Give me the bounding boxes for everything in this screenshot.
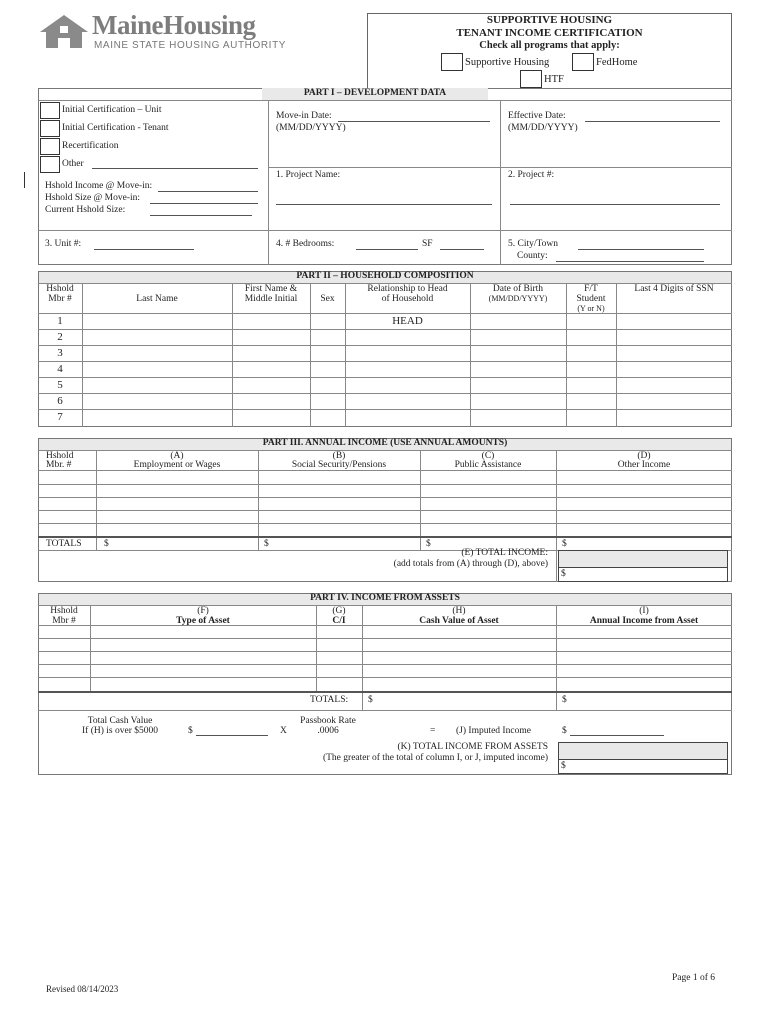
label-other: Other [62, 159, 84, 169]
p3-total-a[interactable]: $ [104, 539, 109, 549]
p4-col-i-1: (I) [639, 606, 649, 616]
imputed-field[interactable] [570, 735, 664, 736]
checkbox-htf[interactable] [520, 70, 542, 88]
total-income-note: (add totals from (A) through (D), above) [393, 559, 548, 569]
form-title-2: TENANT INCOME CERTIFICATION [456, 27, 643, 39]
k-total-field[interactable] [558, 742, 728, 774]
project-name-field[interactable] [276, 204, 492, 205]
passbook-label: Passbook Rate [300, 716, 356, 726]
head-label: HEAD [392, 315, 423, 327]
bedrooms-field[interactable] [356, 249, 418, 250]
other-field[interactable] [92, 168, 258, 169]
unit-field[interactable] [94, 249, 194, 250]
equals-sign: = [430, 726, 436, 736]
p4-col-h-2: Cash Value of Asset [419, 616, 499, 626]
checkbox-recert[interactable] [40, 138, 60, 155]
revised-date: Revised 08/14/2023 [46, 984, 119, 994]
p4-col-i-2: Annual Income from Asset [589, 616, 699, 626]
p3-col-mbr-1: Hshold [46, 451, 74, 461]
table-row: 6 [57, 395, 63, 407]
p2-col-ft-1: F/T [584, 284, 598, 294]
effective-date-format: (MM/DD/YYYY) [508, 123, 578, 133]
part1-heading: PART I – DEVELOPMENT DATA [303, 88, 447, 98]
logo-subtitle: MAINE STATE HOUSING AUTHORITY [94, 40, 287, 51]
k-label: (K) TOTAL INCOME FROM ASSETS [397, 742, 548, 752]
p2-col-first-2: Middle Initial [244, 294, 298, 304]
p3-col-a-2: Employment or Wages [133, 460, 221, 470]
p3-total-c[interactable]: $ [426, 539, 431, 549]
label-fedhome: FedHome [596, 57, 638, 68]
p4-total-i[interactable]: $ [562, 695, 567, 705]
county-field[interactable] [556, 261, 704, 262]
p3-col-b-1: (B) [332, 451, 346, 461]
p4-totals-label: TOTALS: [310, 695, 349, 705]
p3-col-d-2: Other Income [617, 460, 671, 470]
project-num-field[interactable] [510, 204, 720, 205]
p2-col-first-1: First Name & [244, 284, 298, 294]
cash-value-label-2: If (H) is over $5000 [82, 726, 158, 736]
p4-col-g-1: (G) [332, 606, 346, 616]
table-row: 7 [57, 411, 63, 423]
form-title-1: SUPPORTIVE HOUSING [486, 14, 613, 26]
table-row: 5 [57, 379, 63, 391]
table-row: 3 [57, 347, 63, 359]
label-supportive: Supportive Housing [465, 57, 550, 68]
p2-col-dob-1: Date of Birth [492, 284, 544, 294]
passbook-rate: .0006 [317, 726, 339, 736]
p2-col-sex: Sex [320, 294, 335, 304]
sf-field[interactable] [440, 249, 484, 250]
income-movein-field[interactable] [158, 191, 258, 192]
label-unit: 3. Unit #: [45, 239, 82, 249]
size-movein-field[interactable] [150, 203, 258, 204]
table-row: 1 [57, 315, 63, 327]
check-prompt: Check all programs that apply: [479, 40, 620, 51]
table-row: 4 [57, 363, 63, 375]
p4-col-mbr-2: Mbr # [52, 616, 76, 626]
p3-col-mbr-2: Mbr. # [46, 460, 72, 470]
checkbox-fedhome[interactable] [572, 53, 594, 71]
p3-col-b-2: Social Security/Pensions [291, 460, 387, 470]
k-note: (The greater of the total of column I, or J, imputed income) [322, 753, 548, 763]
imputed-dollar: $ [562, 726, 567, 736]
multiply-sign: X [280, 726, 287, 736]
label-size-current: Current Hshold Size: [45, 205, 126, 215]
label-effective-date: Effective Date: [508, 111, 566, 121]
p4-col-f-2: Type of Asset [176, 616, 230, 626]
p2-col-ft-2: Student [576, 294, 606, 304]
p2-col-ft-3: (Y or N) [577, 304, 605, 313]
label-city: 5. City/Town [508, 239, 559, 249]
logo [38, 12, 308, 52]
table-row: 2 [57, 331, 63, 343]
effective-date-field[interactable] [585, 121, 720, 122]
p2-col-ssn: Last 4 Digits of SSN [634, 284, 714, 294]
label-movein-date: Move-in Date: [276, 111, 332, 121]
p4-col-f-1: (F) [197, 606, 209, 616]
cash-value-label-1: Total Cash Value [87, 716, 153, 726]
label-htf: HTF [544, 74, 564, 85]
label-size-movein: Hshold Size @ Move-in: [45, 193, 141, 203]
page-number: Page 1 of 6 [672, 973, 716, 983]
p3-total-b[interactable]: $ [264, 539, 269, 549]
p2-col-mbr-1: Hshold [46, 284, 74, 294]
checkbox-cert-tenant[interactable] [40, 120, 60, 137]
label-cert-tenant: Initial Certification - Tenant [62, 123, 169, 133]
label-income-movein: Hshold Income @ Move-in: [45, 181, 153, 191]
label-project-num: 2. Project #: [508, 170, 555, 180]
label-cert-unit: Initial Certification – Unit [62, 105, 162, 115]
label-recert: Recertification [62, 141, 119, 151]
p2-col-last: Last Name [136, 294, 178, 304]
label-county: County: [517, 251, 548, 261]
house-logo-icon [38, 12, 90, 52]
p3-col-d-1: (D) [637, 451, 651, 461]
cash-value-field[interactable] [196, 735, 268, 736]
label-bedrooms: 4. # Bedrooms: [276, 239, 335, 249]
p2-col-mbr-2: Mbr # [48, 294, 72, 304]
total-income-dollar: $ [561, 569, 566, 579]
city-field[interactable] [578, 249, 704, 250]
total-income-label: (E) TOTAL INCOME: [461, 548, 548, 558]
label-sf: SF [422, 239, 433, 249]
part2-heading: PART II – HOUSEHOLD COMPOSITION [296, 271, 474, 281]
p3-totals-label: TOTALS [46, 539, 82, 549]
imputed-label: (J) Imputed Income [456, 726, 531, 736]
part3-heading: PART III. ANNUAL INCOME (USE ANNUAL AMOUNTS) [262, 438, 508, 448]
checkbox-other[interactable] [40, 156, 60, 173]
p3-total-d[interactable]: $ [562, 539, 567, 549]
p2-col-dob-2: (MM/DD/YYYY) [488, 294, 548, 303]
total-income-field[interactable] [558, 550, 728, 582]
k-total-dollar: $ [561, 761, 566, 771]
movein-date-field[interactable] [338, 121, 490, 122]
label-project-name: 1. Project Name: [276, 170, 341, 180]
p3-col-c-1: (C) [481, 451, 495, 461]
part4-heading: PART IV. INCOME FROM ASSETS [310, 593, 460, 603]
p3-col-a-1: (A) [170, 451, 184, 461]
p2-col-rel-2: of Household [381, 294, 434, 304]
movein-date-format: (MM/DD/YYYY) [276, 123, 346, 133]
size-current-field[interactable] [150, 215, 252, 216]
p4-col-h-1: (H) [452, 606, 466, 616]
p4-col-mbr-1: Hshold [50, 606, 78, 616]
checkbox-cert-unit[interactable] [40, 102, 60, 119]
p2-col-rel-1: Relationship to Head [367, 284, 448, 294]
p3-col-c-2: Public Assistance [454, 460, 522, 470]
checkbox-supportive[interactable] [441, 53, 463, 71]
p4-col-g-2: C/I [332, 616, 346, 626]
p4-total-h[interactable]: $ [368, 695, 373, 705]
logo-name: MaineHousing [92, 10, 256, 40]
cash-value-dollar: $ [188, 726, 193, 736]
